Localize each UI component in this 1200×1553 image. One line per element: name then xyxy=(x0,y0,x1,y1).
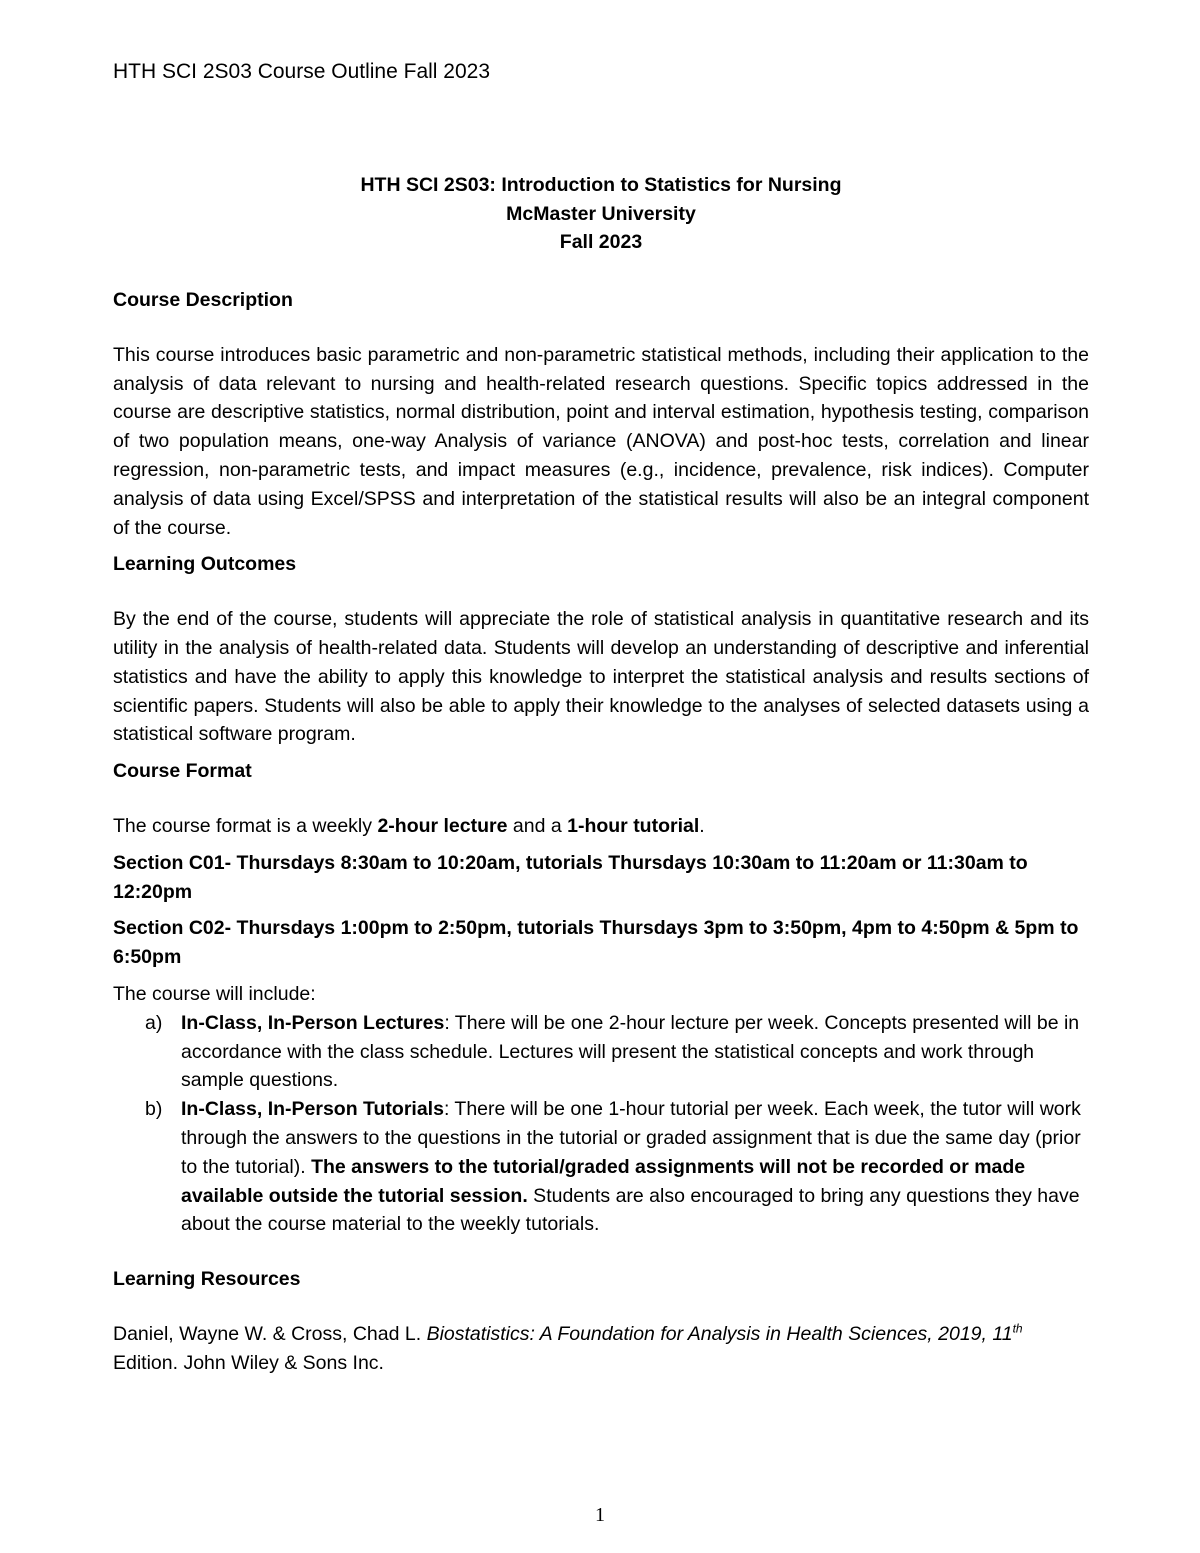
course-include-intro: The course will include: xyxy=(113,982,316,1005)
learning-outcomes-body: By the end of the course, students will appreciate the role of statistical analysis in quantitative research and its utility in the analysis of health-related data. Students will develop an understanding of descriptive and inferential statistics and have the ability to apply this knowledge to interpret the statistical analysis and results sections of scientific papers. Students will also be able to apply their knowledge to the analyses of selected datasets using a statistical software program. xyxy=(113,608,1089,746)
textbook-citation: Daniel, Wayne W. & Cross, Chad L. Biostatistics: A Foundation for Analysis in Health Sciences, 2019, 11th Edition. John Wiley & Sons Inc. xyxy=(113,1321,1023,1374)
page-number: 1 xyxy=(595,1504,605,1526)
course-format-heading: Course Format xyxy=(113,760,252,783)
list-item xyxy=(113,1009,1089,1095)
list-marker: b) xyxy=(145,1098,163,1121)
tutorials-label: In-Class, In-Person Tutorials xyxy=(181,1098,444,1121)
learning-outcomes-heading: Learning Outcomes xyxy=(113,553,297,576)
title-block xyxy=(113,171,1089,257)
term: Fall 2023 xyxy=(559,231,643,253)
section-c02-schedule: Section C02- Thursdays 1:00pm to 2:50pm, tutorials Thursdays 3pm to 3:50pm, 4pm to 4:50pm & 5pm to 6:50pm xyxy=(113,917,1079,969)
section-c01-schedule: Section C01- Thursdays 8:30am to 10:20am, tutorials Thursdays 10:30am to 11:20am or 11:30am to 12:20pm xyxy=(113,851,1028,903)
lectures-label: In-Class, In-Person Lectures xyxy=(181,1011,445,1034)
list-marker: a) xyxy=(145,1011,163,1034)
list-item-body: In-Class, In-Person Tutorials: There will be one 1-hour tutorial per week. Each week, the tutor will work through the answers to the questions in the tutorial or graded assignment that is due the same day (prior to the tutorial). The answers to the tutorial/graded assignments will not be recorded or made available outside the tutorial session. Students are also encouraged to bring any questions they have about the course material to the weekly tutorials. xyxy=(181,1098,1081,1236)
list-item xyxy=(113,1095,1089,1239)
university-name: McMaster University xyxy=(506,202,696,225)
course-description-body: This course introduces basic parametric and non-parametric statistical methods, including their application to the analysis of data relevant to nursing and health-related research questions. Specific topics addressed in the course are descriptive statistics, normal distribution, point and interval estimation, hypothesis testing, comparison of two population means, one-way Analysis of variance (ANOVA) and post-hoc tests, correlation and linear regression, non-parametric tests, and impact measures (e.g., incidence, prevalence, risk indices). Computer analysis of data using Excel/SPSS and interpretation of the statistical results will also be an integral component of the course. xyxy=(113,343,1089,539)
course-components-list xyxy=(113,1009,1089,1239)
recording-policy: The answers to the tutorial/graded assignments will not be recorded or made available outside the tutorial session. xyxy=(181,1155,1026,1207)
learning-resources-heading: Learning Resources xyxy=(113,1268,301,1291)
course-description-heading: Course Description xyxy=(113,289,293,311)
course-format-intro: The course format is a weekly 2-hour lecture and a 1-hour tutorial. xyxy=(113,814,705,837)
list-item-body: In-Class, In-Person Lectures: There will be one 2-hour lecture per week. Concepts presented will be in accordance with the class schedule. Lectures will present the statistical concepts and work through sample questions. xyxy=(181,1011,1080,1092)
document-body xyxy=(113,286,1089,1378)
running-header: HTH SCI 2S03 Course Outline Fall 2023 xyxy=(113,60,491,83)
course-title: HTH SCI 2S03: Introduction to Statistics for Nursing xyxy=(360,174,842,196)
